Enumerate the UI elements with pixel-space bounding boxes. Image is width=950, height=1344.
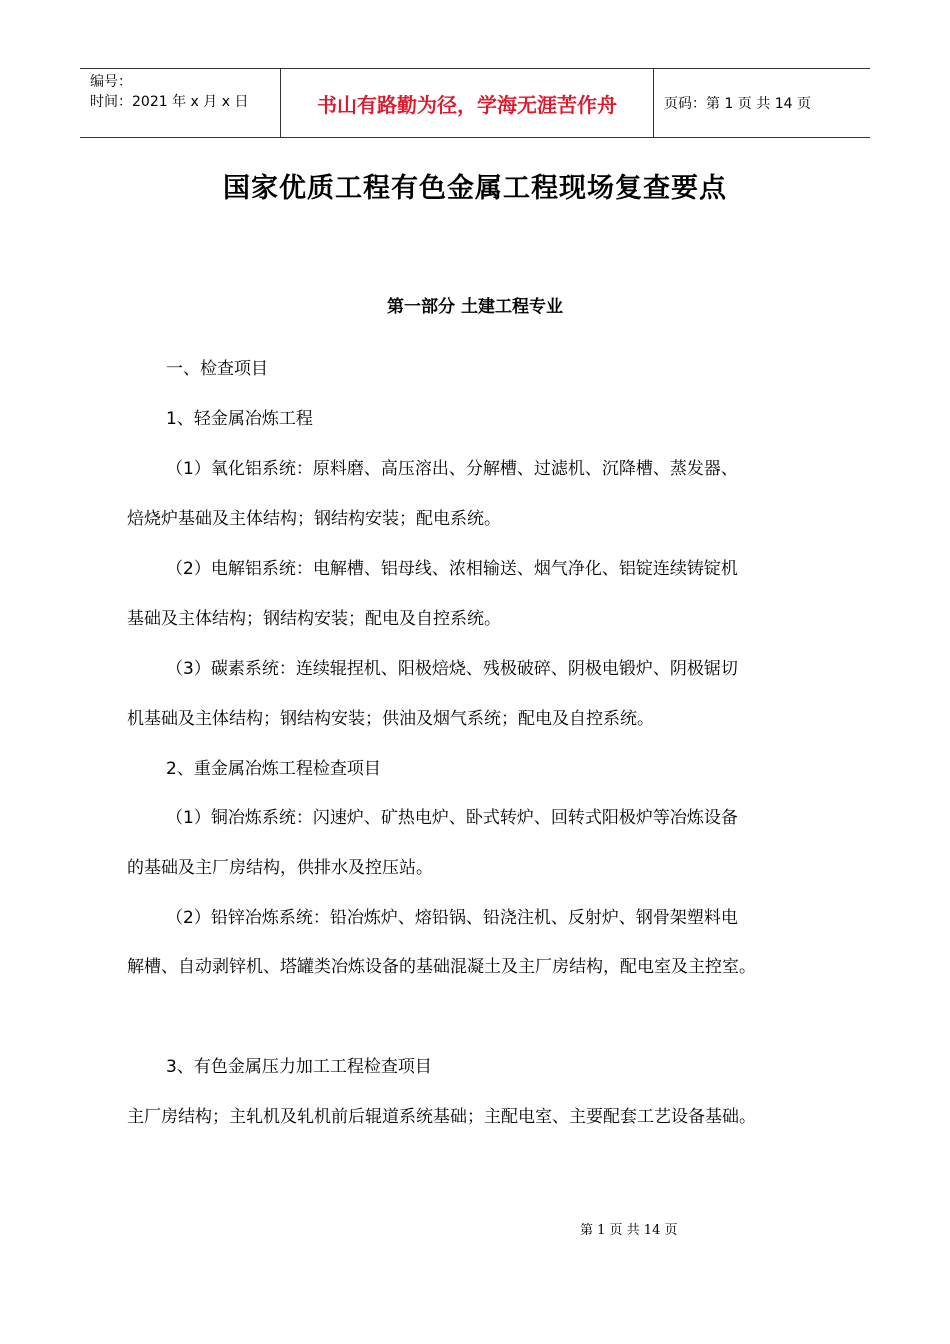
paragraph-line: 机基础及主体结构；钢结构安装；供油及烟气系统；配电及自控系统。 (127, 709, 654, 729)
header-page-info: 页码：第 1 页 共 14 页 (664, 96, 811, 112)
item-heading: 2、重金属冶炼工程检查项目 (166, 759, 381, 779)
paragraph-line: 焙烧炉基础及主体结构；钢结构安装；配电系统。 (127, 509, 501, 529)
time-label: 时间：2021 年 x 月 x 日 (90, 94, 249, 110)
paragraph-line: 主厂房结构；主轧机及轧机前后辊道系统基础；主配电室、主要配套工艺设备基础。 (127, 1107, 756, 1127)
document-title: 国家优质工程有色金属工程现场复查要点 (223, 173, 727, 204)
item-heading: 1、轻金属冶炼工程 (166, 409, 313, 429)
page-header (80, 68, 870, 138)
paragraph-line: 解槽、自动剥锌机、塔罐类冶炼设备的基础混凝土及主厂房结构，配电室及主控室。 (127, 957, 756, 977)
header-meta (80, 69, 281, 137)
section-heading: 一、检查项目 (166, 359, 268, 379)
paragraph-line: 基础及主体结构；钢结构安装；配电及自控系统。 (127, 609, 501, 629)
paragraph-line: （3）碳素系统：连续辊捏机、阳极焙烧、残极破碎、阴极电锻炉、阴极锯切 (166, 659, 738, 679)
page-footer: 第 1 页 共 14 页 (580, 1223, 678, 1238)
paragraph-line: （2）铅锌冶炼系统：铅冶炼炉、熔铅锅、铅浇注机、反射炉、钢骨架塑料电 (166, 908, 738, 928)
paragraph-line: （1）铜冶炼系统：闪速炉、矿热电炉、卧式转炉、回转式阳极炉等冶炼设备 (166, 808, 738, 828)
item-heading: 3、有色金属压力加工工程检查项目 (166, 1057, 432, 1077)
header-motto: 书山有路勤为径，学海无涯苦作舟 (281, 69, 654, 137)
part-title: 第一部分 土建工程专业 (387, 297, 563, 317)
number-label: 编号： (90, 74, 132, 90)
paragraph-line: （1）氧化铝系统：原料磨、高压溶出、分解槽、过滤机、沉降槽、蒸发器、 (166, 459, 738, 479)
paragraph-line: 的基础及主厂房结构，供排水及控压站。 (127, 858, 433, 878)
paragraph-line: （2）电解铝系统：电解槽、铝母线、浓相输送、烟气净化、铝锭连续铸锭机 (166, 559, 738, 579)
